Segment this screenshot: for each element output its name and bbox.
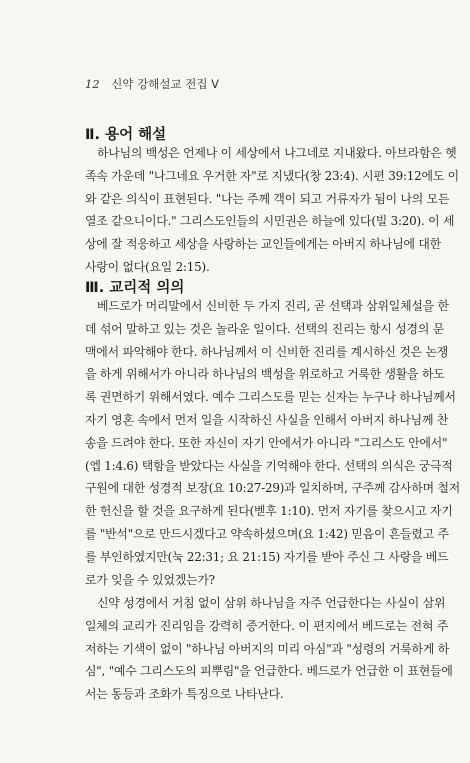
text-line: 로가 잊을 수 있었겠는가?: [85, 572, 215, 587]
text-line: 심", "예수 그리스도의 피뿌림"을 언급한다. 베드로가 언급한 이 표현들에: [85, 664, 453, 679]
text-line: 자기 영혼 속에서 먼저 일을 시작하신 사실을 인해서 아버지 하나님께 찬: [85, 412, 449, 427]
page-number: 12: [85, 77, 100, 91]
text-line: 사랑이 없다(요일 2:15).: [85, 259, 210, 274]
doctrinal-paragraph-2: [85, 592, 453, 706]
text-line: 를 "반석"으로 만드시겠다고 약속하셨으며(요 1:42) 믿음이 흔들렸고 주: [85, 526, 449, 541]
text-line: 저하는 기색이 없이 "하나님 아버지의 미리 아심"과 "성령의 거룩하게 하: [85, 641, 450, 656]
text-line: 데 섞어 말하고 있는 것은 놀라운 일이다. 선택의 진리는 항시 성경의 문: [85, 321, 444, 336]
text-line: 일체의 교리가 진리임을 강력히 증거한다. 이 편지에서 베드로는 전혀 주: [85, 618, 449, 633]
running-head: [85, 76, 219, 92]
text-line: 베드로가 머리말에서 신비한 두 가지 진리, 곧 선택과 삼위일체설을 한: [97, 299, 449, 313]
text-line: 신약 성경에서 거침 없이 삼위 하나님을 자주 언급한다는 사실이 삼위: [97, 596, 446, 610]
doctrinal-paragraph-1: [85, 295, 461, 591]
text-line: 구원에 대한 성경적 보장(요 10:27-29)과 일치하며, 구주께 감사하며 철저: [85, 481, 461, 496]
text-line: 송을 드려야 한다. 또한 자신이 자기 안에서가 아니라 "그리스도 안에서": [85, 435, 448, 450]
terms-paragraph: [85, 142, 459, 279]
book-title: 신약 강해설교 전집 Ⅴ: [111, 77, 220, 91]
text-line: 록 권면하기 위해서였다. 예수 그리스도를 믿는 신자는 누구나 하나님께서: [85, 390, 456, 405]
text-line: 하나님의 백성은 언제나 이 세상에서 나그네로 지내왔다. 아브라함은 헷: [97, 146, 457, 160]
text-line: 한 헌신을 할 것을 요구하게 된다(벧후 1:10). 먼저 자기를 찾으시고 자기: [85, 504, 453, 519]
text-line: (엡 1:4.6) 택함을 받았다는 사실을 기억해야 한다. 선택의 의식은 궁극적: [85, 458, 453, 473]
text-line: 와 같은 의식이 표현된다. "나는 주께 객이 되고 거류자가 됨이 나의 모든: [85, 191, 450, 206]
text-line: 서는 동등과 조화가 특징으로 나타난다.: [85, 687, 284, 702]
text-line: 열조 같으니이다." 그리스도인들의 시민권은 하늘에 있다(빌 3:20). 이 세: [85, 214, 455, 229]
section-heading-terms: Ⅱ. 용어 해설: [85, 127, 167, 143]
text-line: 족속 가운데 "나그네요 우거한 자"로 지냈다(창 23:4). 시편 39:12에도 이: [85, 168, 459, 183]
section-heading-doctrinal: Ⅲ. 교리적 의의: [85, 280, 185, 296]
text-line: 를 부인하였지만(눅 22:31; 요 21:15) 자기를 받아 주신 그 사랑을 베드: [85, 549, 449, 564]
text-line: 상에 잘 적응하고 세상을 사랑하는 교인들에게는 아버지 하나님에 대한: [85, 237, 441, 252]
text-line: 을 하게 위해서가 아니라 하나님의 백성을 위로하고 거룩한 생활을 하도: [85, 367, 445, 382]
text-line: 맥에서 파악해야 한다. 하나님께서 이 신비한 진리를 계시하신 것은 논쟁: [85, 344, 449, 359]
